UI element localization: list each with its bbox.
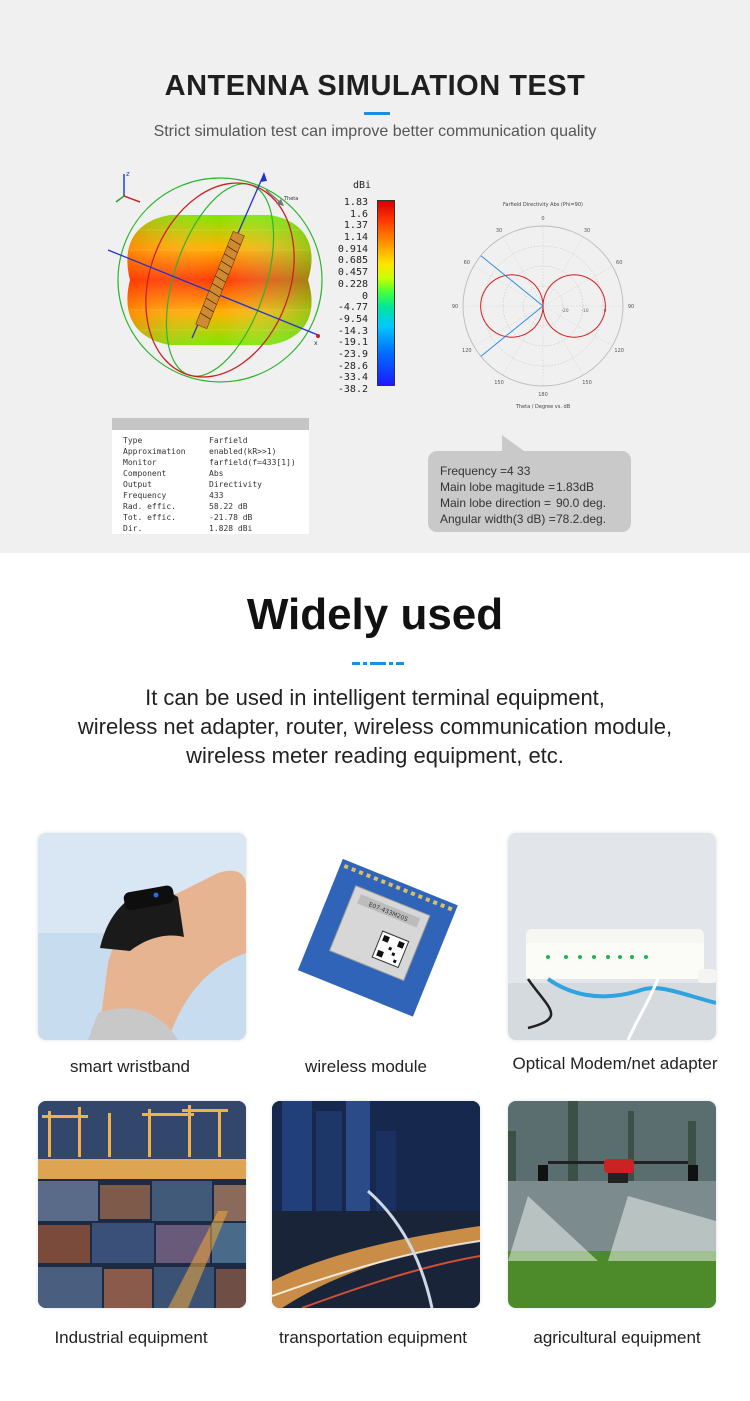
usage-title: Widely used — [246, 590, 504, 639]
info-value: Directivity — [209, 480, 262, 489]
info-key: Dir. — [123, 524, 143, 533]
scale-label: -23.9 — [337, 348, 368, 360]
polar-angle-label: 180 — [538, 392, 548, 398]
title-decoration — [352, 662, 404, 667]
polar-grid-spoke — [503, 306, 543, 375]
info-value: -21.78 dB — [209, 513, 253, 522]
usage-description — [0, 683, 750, 770]
polar-angle-label: 30 — [495, 227, 503, 234]
scale-unit: dBi — [353, 180, 372, 191]
polar-angle-label: 60 — [616, 260, 623, 266]
info-value: 433 — [209, 491, 224, 500]
polar-angle-label: 60 — [463, 260, 470, 266]
polar-grid-spoke — [543, 306, 612, 346]
polar-beamwidth-line — [481, 306, 543, 356]
scale-label: 0.914 — [337, 243, 368, 255]
summary-value: 90.0 deg. — [556, 496, 607, 510]
info-row — [123, 512, 309, 523]
module-image — [272, 833, 480, 1040]
info-value: 58.22 dB — [209, 502, 248, 511]
axis-z-label: z — [126, 170, 130, 178]
scale-label: 0.228 — [337, 278, 368, 290]
info-key: Approximation — [123, 447, 186, 456]
description-line-2: wireless net adapter, router, wireless communication module, — [77, 714, 673, 739]
summary-key: Main lobe direction = — [440, 496, 552, 510]
polar-grid-spoke — [543, 306, 583, 375]
farfield-info-table — [112, 418, 309, 534]
description-line-3: wireless meter reading equipment, etc. — [186, 743, 564, 768]
scale-label: 0 — [361, 290, 368, 302]
polar-grid-spoke — [543, 237, 583, 306]
info-row — [123, 468, 309, 479]
simulation-subtitle: Strict simulation test can improve better communication quality — [153, 123, 597, 140]
summary-row — [440, 495, 631, 511]
caption-router: Optical Modem/net adapter — [512, 1054, 718, 1073]
theta-label: Theta — [284, 196, 299, 202]
drone-image — [508, 1101, 716, 1308]
polar-angle-label: 150 — [494, 380, 504, 387]
summary-frequency: Frequency =4 33 — [440, 464, 531, 478]
antenna-simulation-section — [0, 0, 750, 553]
scale-label: -33.4 — [337, 372, 368, 384]
axes-triad-icon — [116, 170, 140, 202]
caption-wristband: smart wristband — [70, 1057, 190, 1076]
polar-radial-label: -20 — [561, 309, 569, 314]
radiation-pattern-3d — [100, 160, 340, 400]
polar-angle-label: 150 — [582, 380, 592, 387]
info-row — [123, 479, 309, 490]
wristband-image — [38, 833, 246, 1040]
polar-angle-label: 120 — [462, 348, 472, 354]
caption-transportation: transportation equipment — [278, 1328, 468, 1347]
scale-label: 1.6 — [349, 208, 368, 220]
polar-angle-label: 120 — [614, 348, 624, 354]
info-row — [123, 523, 309, 534]
summary-row — [440, 479, 631, 495]
polar-title: Farfield Directivity Abs (Phi=90) — [503, 202, 583, 208]
info-row — [123, 490, 309, 501]
info-value: Farfield — [209, 436, 248, 445]
polar-radial-label: -10 — [581, 309, 589, 314]
scale-label: 0.457 — [337, 267, 368, 279]
info-row — [123, 457, 309, 468]
polar-angle-label: 90 — [627, 304, 635, 310]
polar-grid-spoke — [543, 266, 612, 306]
polar-grid-spoke — [474, 266, 543, 306]
axis-x-label: x — [314, 340, 318, 347]
title-underline — [364, 112, 390, 115]
polar-angle-label: 30 — [583, 227, 591, 234]
polar-beamwidth-line — [481, 256, 543, 306]
caption-industrial: Industrial equipment — [54, 1328, 208, 1347]
scale-label: -9.54 — [337, 313, 368, 325]
description-line-1: It can be used in intelligent terminal equipment, — [145, 685, 605, 710]
port-image — [38, 1101, 246, 1308]
info-key: Monitor — [123, 458, 157, 467]
scale-label: -28.6 — [337, 360, 368, 372]
scale-label: 1.37 — [343, 220, 368, 232]
polar-angle-label: 0 — [541, 216, 545, 222]
scale-label: 1.83 — [343, 197, 368, 208]
scale-label: 1.14 — [343, 232, 368, 244]
router-image — [508, 833, 716, 1040]
polar-angle-label: 90 — [451, 304, 459, 310]
polar-xlabel: Theta / Degree vs. dB — [515, 404, 571, 410]
dbi-color-scale — [330, 178, 405, 398]
scale-label: 0.685 — [337, 255, 368, 267]
info-key: Component — [123, 469, 167, 478]
scale-label: -14.3 — [337, 325, 368, 337]
info-key: Frequency — [123, 491, 167, 500]
polar-directivity-plot — [448, 198, 638, 413]
caption-module: wireless module — [305, 1057, 427, 1076]
caption-agricultural: agricultural equipment — [533, 1328, 701, 1347]
info-key: Output — [123, 480, 152, 489]
summary-bubble — [428, 451, 631, 532]
highway-image — [272, 1101, 480, 1308]
polar-radial-label: 0 — [603, 309, 607, 314]
info-value: farfield(f=433[1]) — [209, 458, 296, 467]
info-value: 1.828 dBi — [209, 524, 253, 533]
summary-key: Angular width(3 dB) = — [440, 512, 556, 526]
summary-row — [440, 511, 631, 527]
scale-gradient-bar — [377, 200, 395, 386]
info-row — [123, 435, 309, 446]
summary-value: 1.83dB — [556, 480, 595, 494]
info-value: enabled(kR>>1) — [209, 447, 277, 456]
scale-label: -4.77 — [337, 302, 368, 314]
info-key: Tot. effic. — [123, 513, 176, 522]
summary-value: 78.2.deg. — [556, 512, 607, 526]
info-key: Rad. effic. — [123, 502, 176, 511]
polar-grid-spoke — [503, 237, 543, 306]
scale-labels — [330, 197, 368, 396]
simulation-title: ANTENNA SIMULATION TEST — [164, 70, 586, 102]
scale-label: -19.1 — [337, 337, 368, 349]
info-value: Abs — [209, 469, 224, 478]
info-key: Type — [123, 436, 143, 445]
scale-label: -38.2 — [337, 384, 368, 395]
module-label: E07-433M20S — [367, 901, 409, 924]
summary-key: Main lobe magitude = — [440, 480, 556, 494]
info-row — [123, 501, 309, 512]
polar-grid-spoke — [474, 306, 543, 346]
info-row — [123, 446, 309, 457]
